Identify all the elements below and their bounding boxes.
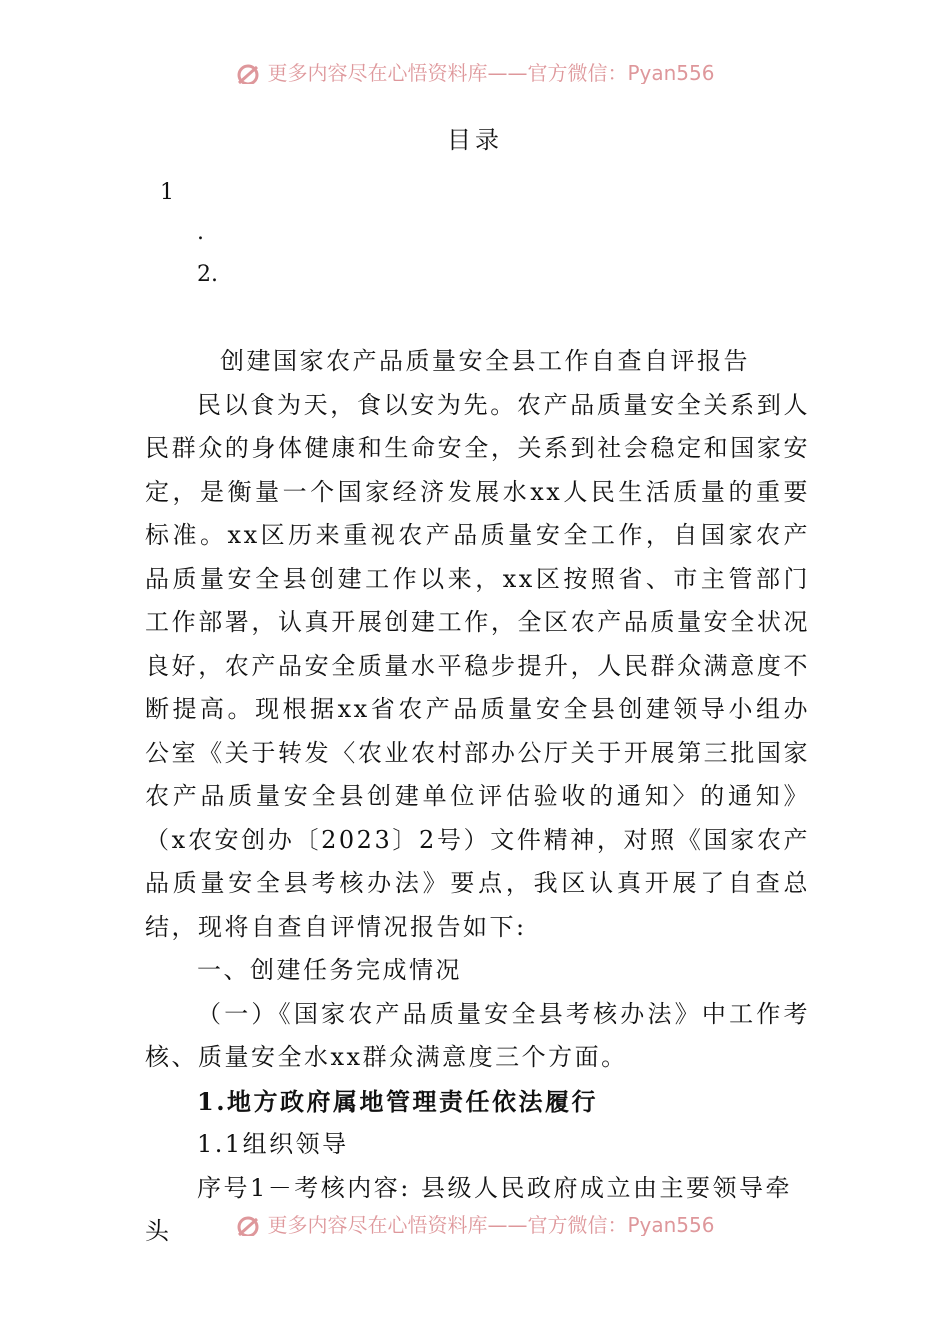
watermark-text: 更多内容尽在心悟资料库——官方微信：Pyan556 (267, 1213, 715, 1236)
toc-item-1-number: 1 (160, 180, 174, 205)
watermark-top (0, 58, 950, 84)
section-1-heading: 一、创建任务完成情况 (197, 956, 462, 984)
toc-item-1-dot: . (197, 220, 204, 245)
intro-paragraph: 民以食为天，食以安为先。农产品质量安全关系到人民群众的身体健康和生命安全，关系到社会稳定和国家安定，是衡量一个国家经济发展水xx人民生活质量的重要标准。xx区历来重视农产品质量安全工作，自国家农产品质量安全县创建工作以来，xx区按照省、市主管部门工作部署，认真开展创建工作，全区农产品质量安全状况良好，农产品安全质量水平稳步提升，人民群众满意度不断提高。现根据xx省农产品质量安全县创建领导小组办公室《关于转发〈农业农村部办公厅关于开展第三批国家农产品质量安全县创建单位评估验收的通知〉的通知》（x农安创办〔2023〕2号）文件精神，对照《国家农产品质量安全县考核办法》要点，我区认真开展了自查总结，现将自查自评情况报告如下: (145, 390, 810, 941)
document-title: 创建国家农产品质量安全县工作自查自评报告 (220, 347, 750, 375)
watermark-logo-icon (235, 63, 261, 85)
subsection-1: （一）《国家农产品质量安全县考核办法》中工作考核、质量安全水xx群众满意度三个方面。 (145, 999, 810, 1071)
watermark-text: 更多内容尽在心悟资料库——官方微信：Pyan556 (267, 61, 715, 84)
document-body (145, 340, 810, 1254)
watermark-bottom (0, 1210, 950, 1236)
item-1-1: 1.1组织领导 (197, 1130, 349, 1158)
toc-item-2-number: 2. (197, 262, 218, 287)
item-1-heading: 1.地方政府属地管理责任依法履行 (197, 1086, 599, 1116)
item-serial: 序号1－考核内容: 县级人民政府成立由主要领导牵头 (145, 1173, 792, 1245)
watermark-logo-icon (235, 1215, 261, 1237)
toc-title: 目录 (447, 126, 503, 154)
